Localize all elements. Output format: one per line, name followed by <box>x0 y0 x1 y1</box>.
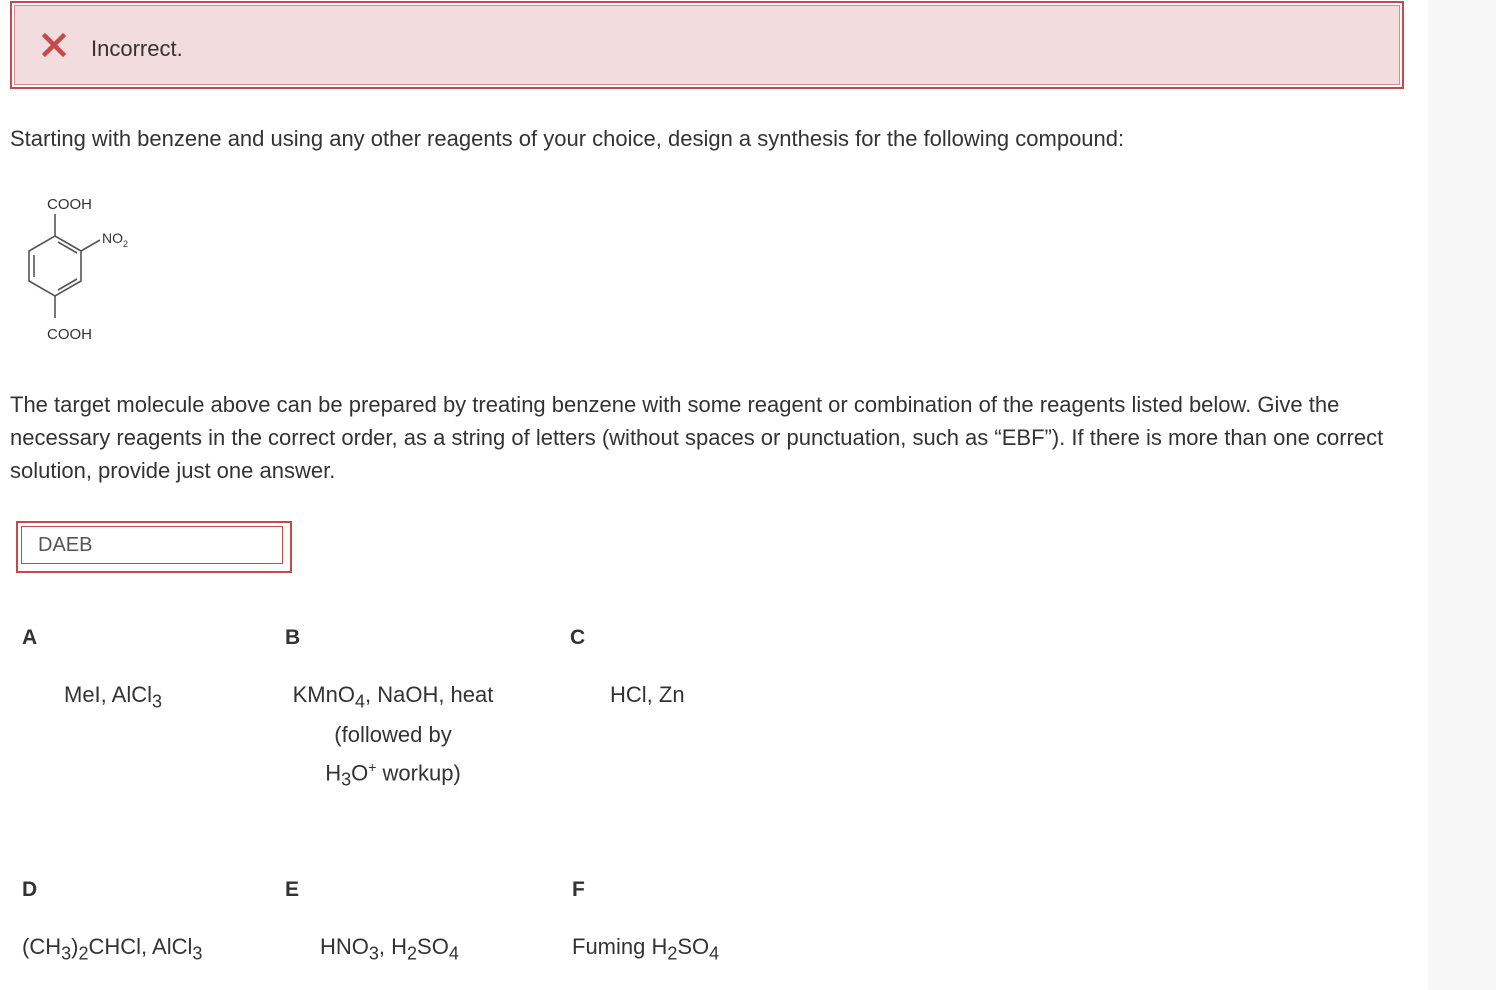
option-b-text: KMnO$_4$, NaOH, heat (followed by $H_3O^+$ workup) <box>292 682 494 791</box>
molecule-side-label: $NO_2$ <box>102 230 129 249</box>
feedback-banner <box>10 1 1404 89</box>
option-f-letter: F <box>572 878 585 901</box>
option-c-letter: C <box>570 626 586 649</box>
target-molecule-structure <box>18 188 158 348</box>
answer-box <box>16 521 292 573</box>
option-f-text: Fuming $H_2SO_4$ <box>572 934 720 964</box>
option-e-text: $HNO_3$, $H_2SO_4$ <box>320 934 459 964</box>
x-icon <box>41 32 67 58</box>
instructions-text: The target molecule above can be prepared by treating benzene with some reagent or combination of the reagents listed below. Give the necessary reagents in the correct order, as a string of letters (without spaces or punctuation, such as “EBF”). If there is more than one correct solution, provide just one answer. <box>10 392 1384 483</box>
option-e-letter: E <box>285 878 300 901</box>
option-c-text: HCl, Zn <box>610 682 685 707</box>
right-gutter <box>1428 0 1496 990</box>
option-a-text: MeI, AlCl$_3$ <box>64 682 163 712</box>
molecule-top-label: COOH <box>47 196 92 213</box>
molecule-bottom-label: COOH <box>47 326 92 343</box>
option-d-letter: D <box>22 878 38 901</box>
option-d-text: $(CH_3)_2CHCl$, AlCl$_3$ <box>22 934 203 964</box>
feedback-status: Incorrect. <box>91 36 183 61</box>
answer-input[interactable] <box>21 526 283 564</box>
option-b-letter: B <box>285 626 301 649</box>
question-text: Starting with benzene and using any other reagents of your choice, design a synthesis for the following compound: <box>10 126 1125 151</box>
feedback-banner-inner <box>14 5 1400 85</box>
option-a-letter: A <box>22 626 38 649</box>
